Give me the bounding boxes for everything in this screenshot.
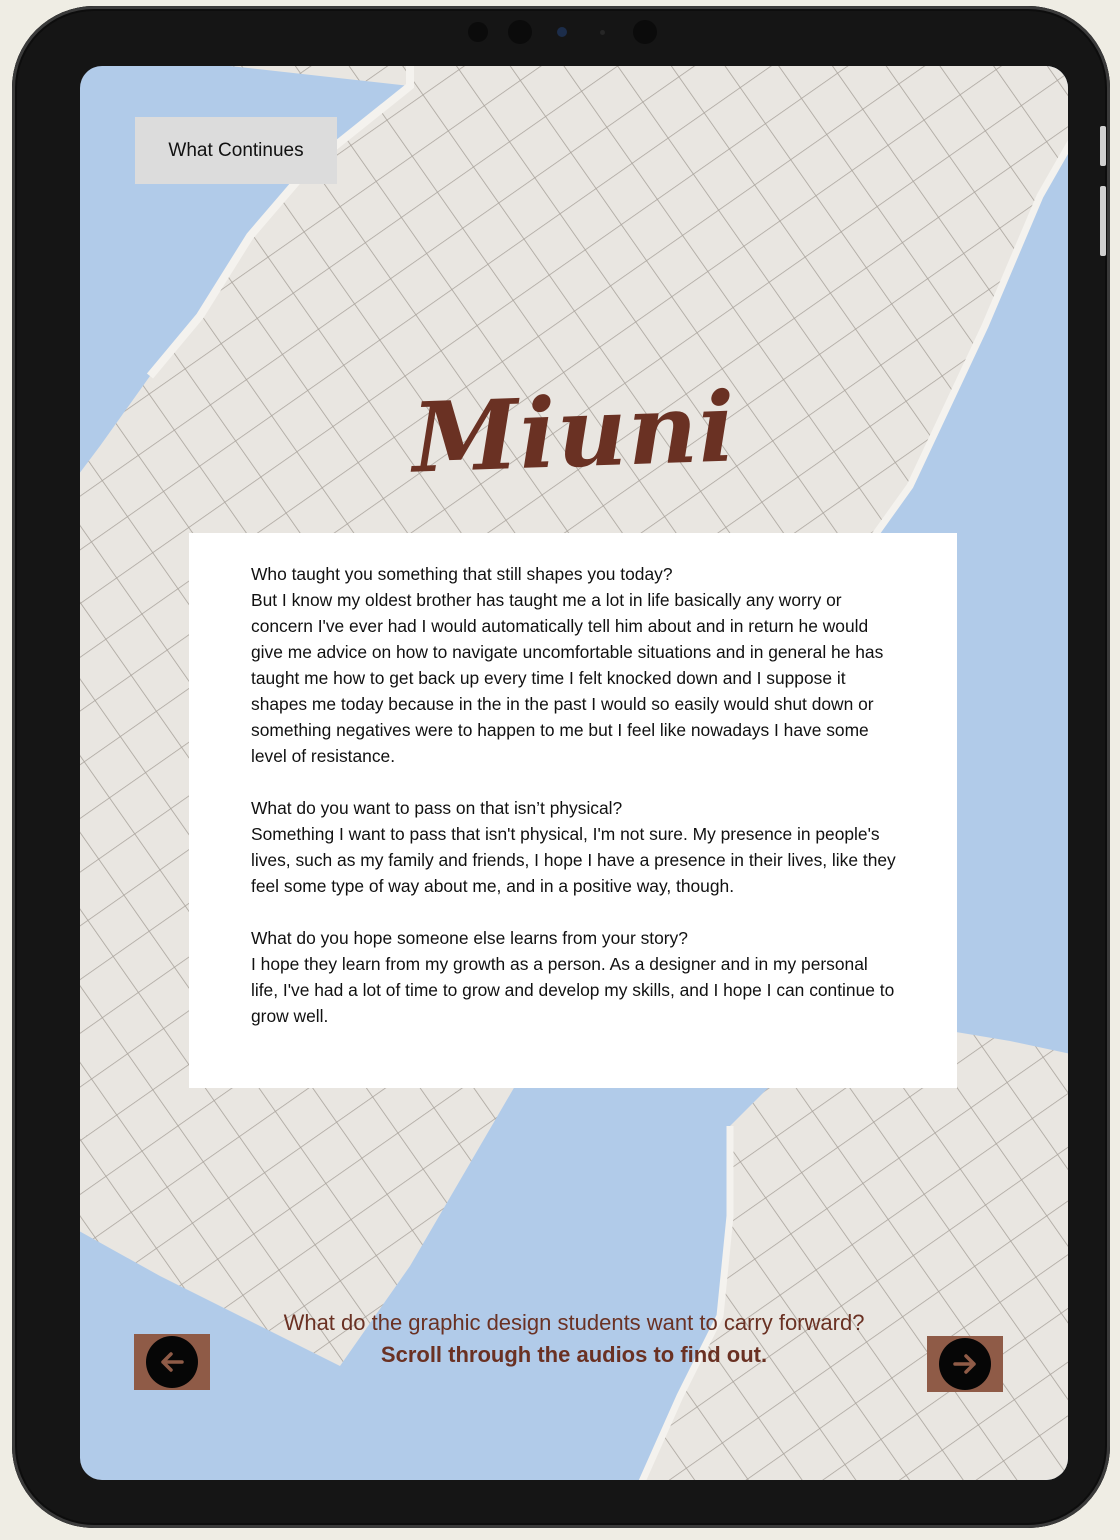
volume-button bbox=[1100, 126, 1106, 166]
question-text: Who taught you something that still shapes you today? bbox=[251, 564, 673, 584]
arrow-right-icon bbox=[939, 1338, 991, 1390]
next-button[interactable] bbox=[927, 1336, 1003, 1392]
question-text: What do you hope someone else learns from your story? bbox=[251, 928, 688, 948]
interview-card bbox=[189, 533, 957, 1088]
answer-text: Something I want to pass that isn't physical, I'm not sure. My presence in people's lives, such as my family and friends, I hope I have a presence in their lives, like they feel some type of way about me, and in a positive way, though. bbox=[251, 824, 896, 896]
footer-prompt bbox=[80, 1307, 1068, 1371]
qa-block bbox=[251, 795, 897, 899]
answer-text: But I know my oldest brother has taught me a lot in life basically any worry or concern I've ever had I would automatically tell him about and in return he would give me advice on how to navigate uncomfortable situations and in general he has taught me how to get back up every time I felt knocked down and I suppose it shapes me today because in the in the past I would so easily would shut down or something negatives were to happen to me but I feel like nowadays I have some level of resistance. bbox=[251, 590, 884, 766]
footer-cta: Scroll through the audios to find out. bbox=[380, 1342, 768, 1367]
qa-block bbox=[251, 561, 897, 769]
footer-question: What do the graphic design students want to carry forward? bbox=[283, 1310, 865, 1335]
qa-block bbox=[251, 925, 897, 1029]
tablet-frame bbox=[12, 6, 1110, 1528]
profile-name-heading: Miuni bbox=[410, 370, 738, 495]
arrow-left-icon bbox=[146, 1336, 198, 1388]
question-text: What do you want to pass on that isn’t physical? bbox=[251, 798, 623, 818]
previous-button[interactable] bbox=[134, 1334, 210, 1390]
power-button bbox=[1100, 186, 1106, 256]
app-screen bbox=[80, 66, 1068, 1480]
section-tab-button[interactable]: What Continues bbox=[135, 117, 337, 184]
answer-text: I hope they learn from my growth as a person. As a designer and in my personal life, I've had a lot of time to grow and develop my skills, and I hope I can continue to grow well. bbox=[251, 954, 895, 1026]
